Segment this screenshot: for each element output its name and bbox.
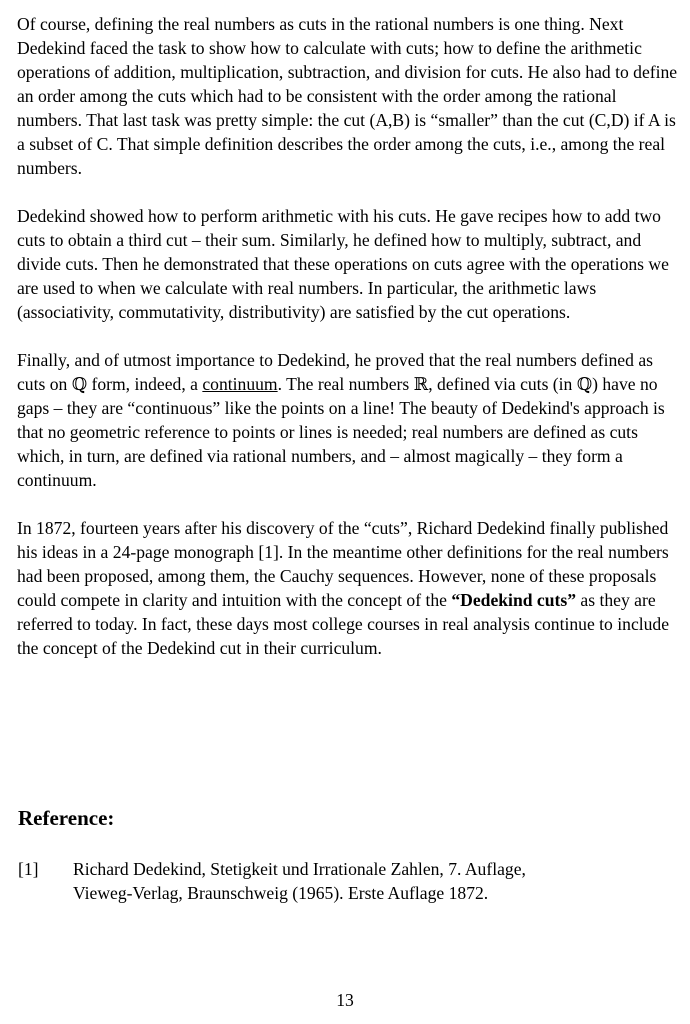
paragraph-3 bbox=[17, 348, 681, 492]
paragraph-2-text: Dedekind showed how to perform arithmetic with his cuts. He gave recipes how to add two cuts to obtain a third cut – their sum. Similarly, he defined how to multiply, subtract, and divide cuts. Then he demonstrated that these operations on cuts agree with the operations we are used to when we calculate with real numbers. In particular, the arithmetic laws (associativity, commutativity, distributivity) are satisfied by the cut operations. bbox=[17, 206, 669, 322]
reference-label: [1] bbox=[18, 859, 39, 879]
paragraph-4 bbox=[17, 516, 681, 660]
paragraph-2 bbox=[17, 204, 681, 324]
reference-text bbox=[73, 857, 653, 905]
page-number: 13 bbox=[336, 990, 354, 1010]
document-body bbox=[17, 12, 681, 684]
reference-line-1: Richard Dedekind, Stetigkeit und Irrationale Zahlen, 7. Auflage, bbox=[73, 859, 526, 879]
paragraph-1 bbox=[17, 12, 681, 180]
reference-heading: Reference: bbox=[18, 806, 115, 830]
reference-line-2: Vieweg-Verlag, Braunschweig (1965). Erste Auflage 1872. bbox=[73, 883, 489, 903]
paragraph-4-text-end: as they are referred to today. In fact, these days most college courses in real analysis continue to include the concept of the Dedekind cut in their curriculum. bbox=[17, 590, 670, 658]
paragraph-1-text: Of course, defining the real numbers as cuts in the rational numbers is one thing. Next Dedekind faced the task to show how to calculate with cuts; how to define the arithmetic operations of addition, multiplication, subtraction, and division for cuts. He also had to define an order among the cuts which had to be consistent with the order among the rational numbers. That last task was pretty simple: the cut (A,B) is “smaller” than the cut (C,D) if A is a subset of C. That simple definition describes the order among the cuts, i.e., among the real numbers. bbox=[17, 14, 678, 178]
paragraph-4-text-start: In 1872, fourteen years after his discovery of the “cuts”, Richard Dedekind finally published his ideas in a 24-page monograph [1]. In the meantime other definitions for the real numbers had been proposed, among them, the Cauchy sequences. However, none of these proposals could compete in clarity and intuition with the concept of the bbox=[17, 518, 669, 610]
paragraph-3-text-end: . The real numbers ℝ, defined via cuts (in ℚ) have no gaps – they are “continuous” like the points on a line! The beauty of Dedekind's approach is that no geometric reference to points or lines is needed; real numbers are defined as cuts which, in turn, are defined via rational numbers, and – almost magically – they form a continuum. bbox=[17, 374, 665, 490]
continuum-link[interactable]: continuum bbox=[202, 374, 278, 394]
paragraph-3-text-start: Finally, and of utmost importance to Dedekind, he proved that the real numbers defined as cuts on ℚ form, indeed, a bbox=[17, 350, 653, 394]
dedekind-cuts-bold: “Dedekind cuts” bbox=[451, 590, 577, 610]
